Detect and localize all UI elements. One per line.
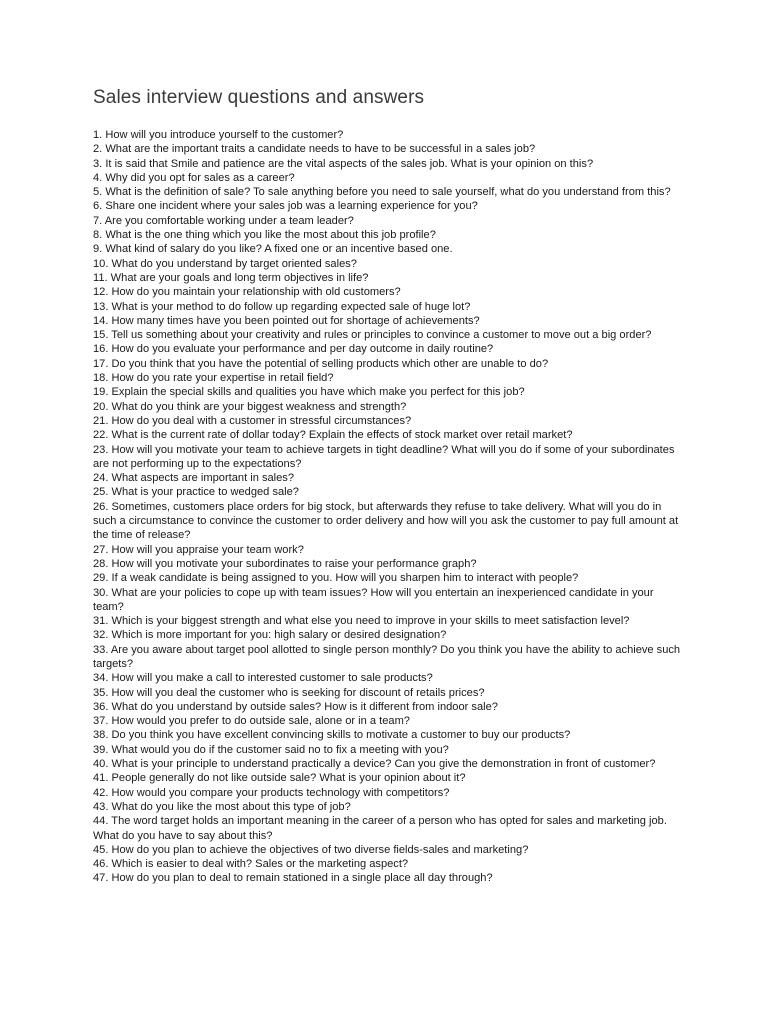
question-item: 46. Which is easier to deal with? Sales or the marketing aspect?: [93, 858, 409, 871]
question-item: 29. If a weak candidate is being assigned to you. How will you sharpen him to interact with people?: [93, 572, 579, 585]
question-item: 1. How will you introduce yourself to the customer?: [93, 129, 344, 141]
question-item: 22. What is the current rate of dollar today? Explain the effects of stock market over retail market?: [93, 429, 573, 442]
question-item: 42. How would you compare your products technology with competitors?: [93, 786, 450, 799]
question-item: 38. Do you think you have excellent convincing skills to motivate a customer to buy our products?: [93, 729, 571, 742]
question-item: 24. What aspects are important in sales?: [93, 472, 295, 485]
question-item: 28. How will you motivate your subordinates to raise your performance graph?: [93, 557, 477, 570]
question-item: 14. How many times have you been pointed out for shortage of achievements?: [93, 314, 480, 327]
question-item: 26. Sometimes, customers place orders for big stock, but afterwards they refuse to take delivery. What will you do in such a circumstance to convince the customer to order delivery and how will you ask the customer to pay full amount at the time of release?: [93, 500, 679, 542]
question-item: 37. How would you prefer to do outside sale, alone or in a team?: [93, 715, 410, 728]
question-item: 44. The word target holds an important meaning in the career of a person who has opted for sales and marketing job. What do you have to say about this?: [93, 815, 667, 842]
question-item: 33. Are you aware about target pool allotted to single person monthly? Do you think you have the ability to achieve such targets?: [93, 643, 681, 670]
question-item: 13. What is your method to do follow up regarding expected sale of huge lot?: [93, 300, 471, 313]
question-item: 6. Share one incident where your sales job was a learning experience for you?: [93, 200, 478, 213]
question-item: 12. How do you maintain your relationship with old customers?: [93, 286, 401, 299]
question-item: 8. What is the one thing which you like the most about this job profile?: [93, 229, 436, 242]
question-item: 47. How do you plan to deal to remain stationed in a single place all day through?: [93, 872, 493, 885]
question-item: 20. What do you think are your biggest weakness and strength?: [93, 400, 407, 413]
question-item: 16. How do you evaluate your performance and per day outcome in daily routine?: [93, 343, 494, 356]
question-list: [93, 128, 683, 886]
question-item: 7. Are you comfortable working under a team leader?: [93, 214, 354, 227]
question-item: 19. Explain the special skills and qualities you have which make you perfect for this job?: [93, 386, 525, 399]
question-item: 23. How will you motivate your team to achieve targets in tight deadline? What will you do if some of your subordinates are not performing up to the expectations?: [93, 443, 675, 470]
question-item: 34. How will you make a call to interested customer to sale products?: [93, 672, 433, 685]
question-item: 15. Tell us something about your creativity and rules or principles to convince a customer to move out a big order?: [93, 329, 652, 342]
question-item: 41. People generally do not like outside sale? What is your opinion about it?: [93, 772, 466, 785]
document-title: Sales interview questions and answers: [93, 87, 425, 108]
question-item: 10. What do you understand by target oriented sales?: [93, 257, 357, 270]
question-item: 45. How do you plan to achieve the objectives of two diverse fields-sales and marketing?: [93, 843, 529, 856]
question-item: 9. What kind of salary do you like? A fixed one or an incentive based one.: [93, 243, 453, 256]
question-item: 4. Why did you opt for sales as a career?: [93, 171, 295, 184]
question-item: 3. It is said that Smile and patience are the vital aspects of the sales job. What is your opinion on this?: [93, 157, 594, 170]
question-item: 5. What is the definition of sale? To sale anything before you need to sale yourself, what do you understand from this?: [93, 186, 671, 199]
question-item: 31. Which is your biggest strength and what else you need to improve in your skills to meet satisfaction level?: [93, 615, 630, 628]
question-item: 21. How do you deal with a customer in stressful circumstances?: [93, 414, 412, 427]
question-item: 35. How will you deal the customer who is seeking for discount of retails prices?: [93, 686, 485, 699]
question-item: 32. Which is more important for you: high salary or desired designation?: [93, 629, 447, 642]
question-item: 27. How will you appraise your team work?: [93, 543, 304, 556]
question-item: 17. Do you think that you have the potential of selling products which other are unable to do?: [93, 357, 549, 370]
question-item: 36. What do you understand by outside sales? How is it different from indoor sale?: [93, 700, 498, 713]
question-item: 18. How do you rate your expertise in retail field?: [93, 372, 334, 385]
question-item: 11. What are your goals and long term objectives in life?: [93, 271, 369, 284]
question-item: 40. What is your principle to understand practically a device? Can you give the demonstration in front of customer?: [93, 758, 656, 771]
question-item: 25. What is your practice to wedged sale?: [93, 486, 299, 499]
question-item: 30. What are your policies to cope up with team issues? How will you entertain an inexperienced candidate in your team?: [93, 586, 654, 613]
question-item: 2. What are the important traits a candidate needs to have to be successful in a sales job?: [93, 143, 536, 156]
question-item: 43. What do you like the most about this type of job?: [93, 800, 351, 813]
question-item: 39. What would you do if the customer said no to fix a meeting with you?: [93, 743, 449, 756]
